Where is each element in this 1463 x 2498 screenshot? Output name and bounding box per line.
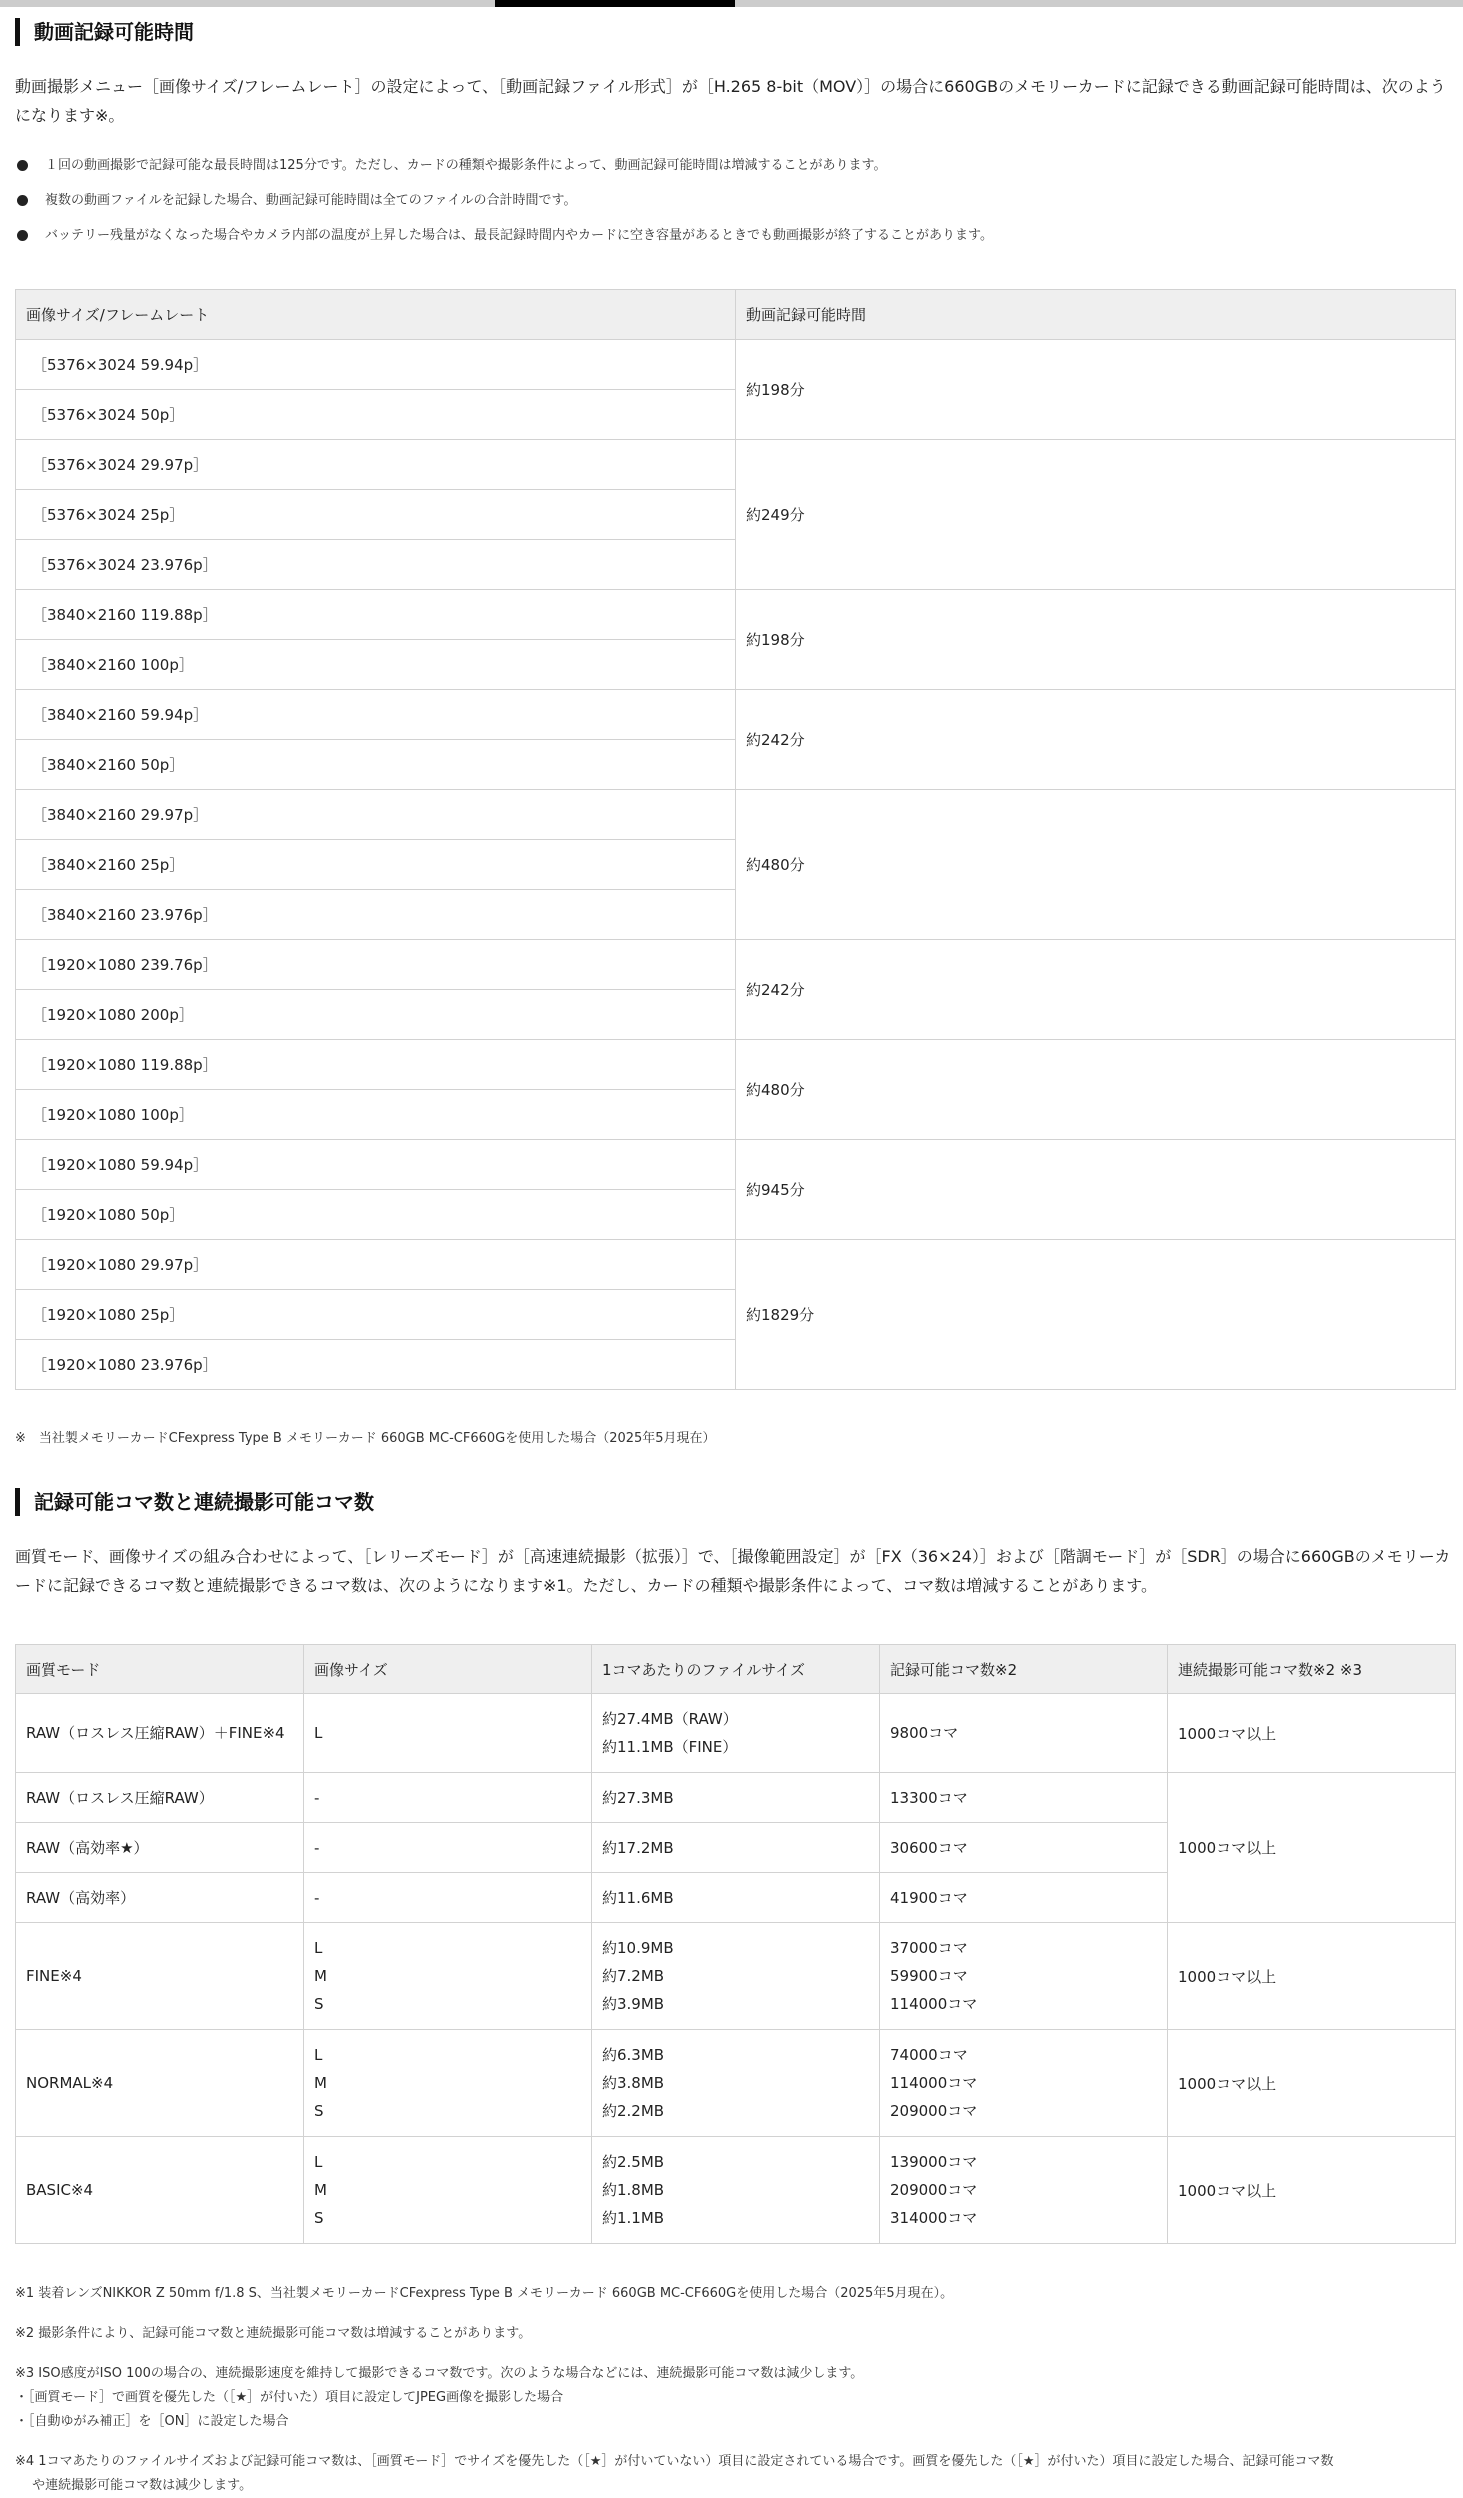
recordable-frames-cell-line: 9800コマ bbox=[890, 1724, 959, 1742]
image-size-cell-line: L bbox=[314, 2046, 323, 2064]
image-size-cell-line: - bbox=[314, 1888, 320, 1907]
size-framerate-cell: ［3840×2160 59.94p］ bbox=[16, 690, 736, 740]
recordable-frames-cell bbox=[880, 2030, 1168, 2137]
image-size-cell bbox=[304, 1773, 592, 1823]
video-recording-bullets bbox=[15, 148, 993, 253]
size-framerate-cell: ［1920×1080 23.976p］ bbox=[16, 1340, 736, 1390]
size-framerate-cell: ［1920×1080 239.76p］ bbox=[16, 940, 736, 990]
file-size-cell-line: 約11.1MB（FINE） bbox=[602, 1738, 738, 1756]
recording-time-cell: 約480分 bbox=[736, 790, 1456, 940]
recording-time-cell: 約198分 bbox=[736, 590, 1456, 690]
size-framerate-cell: ［1920×1080 29.97p］ bbox=[16, 1240, 736, 1290]
image-size-cell-line: M bbox=[314, 1967, 327, 1985]
file-size-cell bbox=[592, 1773, 880, 1823]
file-size-cell bbox=[592, 1923, 880, 2030]
recordable-frames-cell bbox=[880, 1694, 1168, 1773]
image-quality-cell: NORMAL※4 bbox=[16, 2030, 304, 2137]
file-size-cell bbox=[592, 2030, 880, 2137]
image-size-cell bbox=[304, 1873, 592, 1923]
size-framerate-cell: ［1920×1080 50p］ bbox=[16, 1190, 736, 1240]
bullet-item bbox=[15, 148, 993, 183]
recordable-frames-cell-line: 209000コマ bbox=[890, 2102, 978, 2120]
image-quality-cell: RAW（高効率） bbox=[16, 1873, 304, 1923]
header-recording-time: 動画記録可能時間 bbox=[736, 290, 1456, 340]
image-size-cell bbox=[304, 1923, 592, 2030]
size-framerate-cell: ［5376×3024 50p］ bbox=[16, 390, 736, 440]
table-header-row bbox=[16, 290, 1456, 340]
burst-frames-cell: 1000コマ以上 bbox=[1168, 2030, 1456, 2137]
image-size-cell-line: L bbox=[314, 1939, 323, 1957]
image-size-cell-line: - bbox=[314, 1838, 320, 1857]
file-size-cell-line: 約27.4MB（RAW） bbox=[602, 1710, 738, 1728]
header-burst-frames: 連続撮影可能コマ数※2 ※3 bbox=[1168, 1645, 1456, 1694]
video-recording-intro: 動画撮影メニュー［画像サイズ/フレームレート］の設定によって、［動画記録ファイル形式］が［H.265 8-bit（MOV）］の場合に660GBのメモリーカードに記録できる動画記録可能時間は、次のようになります※。 bbox=[15, 77, 1446, 125]
size-framerate-cell: ［3840×2160 100p］ bbox=[16, 640, 736, 690]
size-framerate-cell: ［5376×3024 29.97p］ bbox=[16, 440, 736, 490]
table-row bbox=[16, 940, 1456, 990]
footnote-3-item-a: ・［画質モード］で画質を優先した（［★］が付いた）項目に設定してJPEG画像を撮影した場合 bbox=[15, 2390, 564, 2405]
header-recordable-frames: 記録可能コマ数※2 bbox=[880, 1645, 1168, 1694]
section-title-frames: 記録可能コマ数と連続撮影可能コマ数 bbox=[15, 1488, 374, 1516]
file-size-cell-line: 約3.9MB bbox=[602, 1995, 665, 2013]
size-framerate-cell: ［5376×3024 59.94p］ bbox=[16, 340, 736, 390]
recordable-frames-cell-line: 114000コマ bbox=[890, 2074, 978, 2092]
size-framerate-cell: ［1920×1080 100p］ bbox=[16, 1090, 736, 1140]
image-size-cell-line: S bbox=[314, 2209, 324, 2227]
footnote-4-cont: や連続撮影可能コマ数は減少します。 bbox=[15, 2478, 253, 2493]
header-image-quality: 画質モード bbox=[16, 1645, 304, 1694]
bullet-dot-icon bbox=[17, 195, 28, 206]
table-row bbox=[16, 2030, 1456, 2137]
size-framerate-cell: ［3840×2160 119.88p］ bbox=[16, 590, 736, 640]
image-quality-cell: RAW（ロスレス圧縮RAW） bbox=[16, 1773, 304, 1823]
table-row bbox=[16, 1923, 1456, 2030]
header-file-size: 1コマあたりのファイルサイズ bbox=[592, 1645, 880, 1694]
frames-intro: 画質モード、画像サイズの組み合わせによって、［レリーズモード］が［高速連続撮影（拡張）］で、［撮像範囲設定］が［FX（36×24）］および［階調モード］が［SDR］の場合に660GBのメモリーカードに記録できるコマ数と連続撮影できるコマ数は、次のようになります※1。ただし、カードの種類や撮影条件によって、コマ数は増減することがあります。 bbox=[15, 1547, 1451, 1595]
footnote-4: ※4 1コマあたりのファイルサイズおよび記録可能コマ数は、［画質モード］でサイズを優先した（［★］が付いていない）項目に設定されている場合です。画質を優先した（［★］が付いた）項目に設定した場合、記録可能コマ数 bbox=[15, 2454, 1334, 2469]
file-size-cell-line: 約1.1MB bbox=[602, 2209, 665, 2227]
recordable-frames-cell-line: 30600コマ bbox=[890, 1838, 968, 1857]
recording-time-cell: 約198分 bbox=[736, 340, 1456, 440]
size-framerate-cell: ［1920×1080 59.94p］ bbox=[16, 1140, 736, 1190]
table-row bbox=[16, 1694, 1456, 1773]
recording-time-cell: 約242分 bbox=[736, 690, 1456, 790]
image-size-cell-line: M bbox=[314, 2074, 327, 2092]
image-quality-cell: RAW（ロスレス圧縮RAW）＋FINE※4 bbox=[16, 1694, 304, 1773]
image-size-cell-line: - bbox=[314, 1788, 320, 1807]
size-framerate-cell: ［3840×2160 25p］ bbox=[16, 840, 736, 890]
recordable-frames-cell-line: 59900コマ bbox=[890, 1967, 968, 1985]
bullet-dot-icon bbox=[17, 230, 28, 241]
recordable-frames-cell-line: 209000コマ bbox=[890, 2181, 978, 2199]
file-size-cell bbox=[592, 1823, 880, 1873]
table-row bbox=[16, 340, 1456, 390]
image-size-cell-line: L bbox=[314, 2153, 323, 2171]
file-size-cell-line: 約2.2MB bbox=[602, 2102, 665, 2120]
frames-table-body bbox=[16, 1694, 1456, 2244]
top-scroll-bar bbox=[0, 0, 1463, 7]
recordable-frames-cell bbox=[880, 1823, 1168, 1873]
bullet-text: バッテリー残量がなくなった場合やカメラ内部の温度が上昇した場合は、最長記録時間内やカードに空き容量があるときでも動画撮影が終了することがあります。 bbox=[45, 228, 993, 243]
table-row bbox=[16, 440, 1456, 490]
file-size-cell-line: 約6.3MB bbox=[602, 2046, 665, 2064]
recordable-frames-cell bbox=[880, 1873, 1168, 1923]
file-size-cell-line: 約7.2MB bbox=[602, 1967, 665, 1985]
image-quality-cell: FINE※4 bbox=[16, 1923, 304, 2030]
file-size-cell-line: 約10.9MB bbox=[602, 1939, 674, 1957]
size-framerate-cell: ［5376×3024 25p］ bbox=[16, 490, 736, 540]
bullet-text: １回の動画撮影で記録可能な最長時間は125分です。ただし、カードの種類や撮影条件によって、動画記録可能時間は増減することがあります。 bbox=[45, 158, 887, 173]
recording-time-cell: 約1829分 bbox=[736, 1240, 1456, 1390]
recordable-frames-cell-line: 114000コマ bbox=[890, 1995, 978, 2013]
burst-frames-cell: 1000コマ以上 bbox=[1168, 1694, 1456, 1773]
recordable-frames-cell-line: 41900コマ bbox=[890, 1888, 968, 1907]
frames-footnotes bbox=[15, 2282, 1455, 2498]
image-size-cell bbox=[304, 1694, 592, 1773]
footnote-3: ※3 ISO感度がISO 100の場合の、連続撮影速度を維持して撮影できるコマ数です。次のような場合などには、連続撮影可能コマ数は減少します。 bbox=[15, 2366, 864, 2381]
file-size-cell-line: 約1.8MB bbox=[602, 2181, 665, 2199]
image-size-cell-line: M bbox=[314, 2181, 327, 2199]
recordable-frames-cell-line: 37000コマ bbox=[890, 1939, 968, 1957]
recordable-frames-cell-line: 74000コマ bbox=[890, 2046, 968, 2064]
recording-time-cell: 約945分 bbox=[736, 1140, 1456, 1240]
recordable-frames-cell-line: 139000コマ bbox=[890, 2153, 978, 2171]
recordable-frames-cell bbox=[880, 1923, 1168, 2030]
header-size-framerate: 画像サイズ/フレームレート bbox=[16, 290, 736, 340]
footnote-2: ※2 撮影条件により、記録可能コマ数と連続撮影可能コマ数は増減することがあります。 bbox=[15, 2326, 532, 2341]
image-quality-cell: RAW（高効率★） bbox=[16, 1823, 304, 1873]
video-table-footnote: ※ 当社製メモリーカードCFexpress Type B メモリーカード 660GB MC-CF660Gを使用した場合（2025年5月現在） bbox=[15, 1431, 716, 1446]
image-size-cell bbox=[304, 2030, 592, 2137]
file-size-cell bbox=[592, 2137, 880, 2244]
size-framerate-cell: ［1920×1080 119.88p］ bbox=[16, 1040, 736, 1090]
recording-time-cell: 約480分 bbox=[736, 1040, 1456, 1140]
recordable-frames-cell bbox=[880, 1773, 1168, 1823]
image-size-cell bbox=[304, 2137, 592, 2244]
file-size-cell-line: 約17.2MB bbox=[602, 1838, 674, 1857]
video-recording-time-table bbox=[15, 289, 1456, 1390]
image-size-cell-line: S bbox=[314, 2102, 324, 2120]
file-size-cell-line: 約27.3MB bbox=[602, 1788, 674, 1807]
recordable-frames-cell bbox=[880, 2137, 1168, 2244]
image-quality-cell: BASIC※4 bbox=[16, 2137, 304, 2244]
burst-frames-cell: 1000コマ以上 bbox=[1168, 1923, 1456, 2030]
burst-frames-cell: 1000コマ以上 bbox=[1168, 1773, 1456, 1923]
video-table-body bbox=[16, 340, 1456, 1390]
size-framerate-cell: ［5376×3024 23.976p］ bbox=[16, 540, 736, 590]
bullet-text: 複数の動画ファイルを記録した場合、動画記録可能時間は全てのファイルの合計時間です。 bbox=[45, 193, 577, 208]
size-framerate-cell: ［1920×1080 25p］ bbox=[16, 1290, 736, 1340]
top-scroll-bar-active-segment bbox=[495, 0, 735, 7]
file-size-cell-line: 約3.8MB bbox=[602, 2074, 665, 2092]
table-row bbox=[16, 590, 1456, 640]
table-row bbox=[16, 690, 1456, 740]
burst-frames-cell: 1000コマ以上 bbox=[1168, 2137, 1456, 2244]
recordable-frames-cell-line: 314000コマ bbox=[890, 2209, 978, 2227]
image-size-cell-line: S bbox=[314, 1995, 324, 2013]
recordable-frames-cell-line: 13300コマ bbox=[890, 1788, 968, 1807]
file-size-cell-line: 約2.5MB bbox=[602, 2153, 665, 2171]
table-row bbox=[16, 2137, 1456, 2244]
size-framerate-cell: ［1920×1080 200p］ bbox=[16, 990, 736, 1040]
file-size-cell-line: 約11.6MB bbox=[602, 1888, 674, 1907]
frames-table bbox=[15, 1644, 1456, 2244]
size-framerate-cell: ［3840×2160 50p］ bbox=[16, 740, 736, 790]
image-size-cell-line: L bbox=[314, 1724, 323, 1742]
bullet-item bbox=[15, 183, 993, 218]
header-image-size: 画像サイズ bbox=[304, 1645, 592, 1694]
size-framerate-cell: ［3840×2160 23.976p］ bbox=[16, 890, 736, 940]
section-title-video-recording-time: 動画記録可能時間 bbox=[15, 18, 194, 46]
table-row bbox=[16, 1140, 1456, 1190]
table-row bbox=[16, 1773, 1456, 1823]
footnote-3-item-b: ・［自動ゆがみ補正］を［ON］に設定した場合 bbox=[15, 2414, 289, 2429]
bullet-dot-icon bbox=[17, 160, 28, 171]
table-row bbox=[16, 1040, 1456, 1090]
table-row bbox=[16, 1240, 1456, 1290]
bullet-item bbox=[15, 218, 993, 253]
file-size-cell bbox=[592, 1694, 880, 1773]
image-size-cell bbox=[304, 1823, 592, 1873]
table-row bbox=[16, 790, 1456, 840]
size-framerate-cell: ［3840×2160 29.97p］ bbox=[16, 790, 736, 840]
recording-time-cell: 約242分 bbox=[736, 940, 1456, 1040]
file-size-cell bbox=[592, 1873, 880, 1923]
recording-time-cell: 約249分 bbox=[736, 440, 1456, 590]
table-header-row bbox=[16, 1645, 1456, 1694]
footnote-1: ※1 装着レンズNIKKOR Z 50mm f/1.8 S、当社製メモリーカードCFexpress Type B メモリーカード 660GB MC-CF660Gを使用した場合（2025年5月現在）。 bbox=[15, 2286, 954, 2301]
